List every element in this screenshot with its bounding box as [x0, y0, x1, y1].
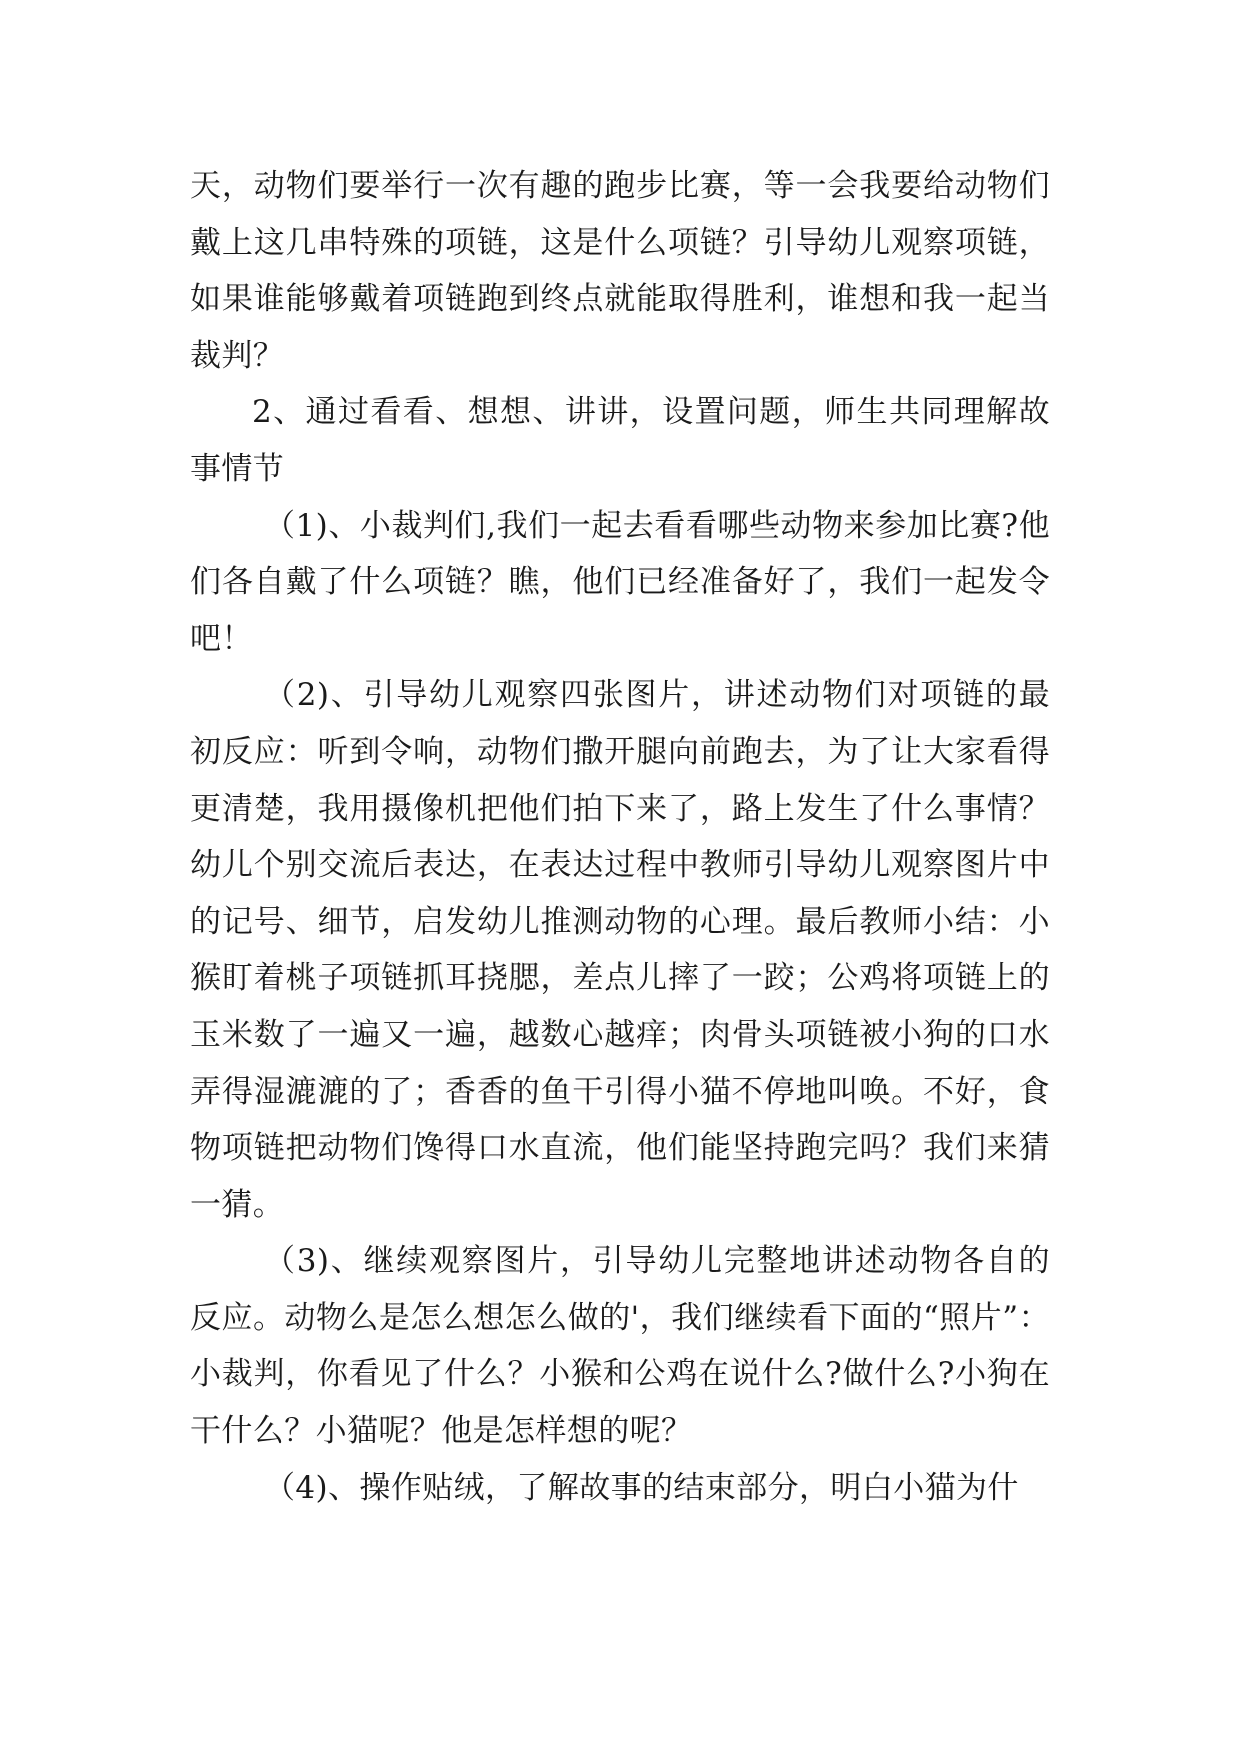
paragraph-step-2: 2、通过看看、想想、讲讲，设置问题，师生共同理解故事情节 — [190, 394, 1050, 487]
paragraph-substep-4: （4)、操作贴绒，了解故事的结束部分，明白小猫为什 — [264, 1469, 1019, 1506]
paragraph-substep-3: （3)、继续观察图片，引导幼儿完整地讲述动物各自的反应。动物么是怎么想怎么做的'，我们继续看下面的“照片”：小裁判，你看见了什么？小猴和公鸡在说什么?做什么?小狗在干什么？小猫呢？他是怎样想的呢？ — [190, 1243, 1050, 1450]
paragraph-substep-2: （2)、引导幼儿观察四张图片，讲述动物们对项链的最初反应：听到令响，动物们撒开腿向前跑去，为了让大家看得更清楚，我用摄像机把他们拍下来了，路上发生了什么事情？幼儿个别交流后表达，在表达过程中教师引导幼儿观察图片中的记号、细节，启发幼儿推测动物的心理。最后教师小结：小猴盯着桃子项链抓耳挠腮，差点儿摔了一跤；公鸡将项链上的玉米数了一遍又一遍，越数心越痒；肉骨头项链被小狗的口水弄得湿漉漉的了；香香的鱼干引得小猫不停地叫唤。不好，食物项链把动物们馋得口水直流，他们能坚持跑完吗？我们来猜一猜。 — [190, 677, 1050, 1223]
paragraph-substep-1: （1)、小裁判们,我们一起去看看哪些动物来参加比赛?他们各自戴了什么项链？瞧，他们已经准备好了，我们一起发令吧！ — [190, 507, 1050, 657]
paragraph-continuation: 天，动物们要举行一次有趣的跑步比赛，等一会我要给动物们戴上这几串特殊的项链，这是什么项链？引导幼儿观察项链，如果谁能够戴着项链跑到终点就能取得胜利，谁想和我一起当裁判？ — [190, 168, 1050, 374]
document-body — [190, 158, 1050, 1516]
